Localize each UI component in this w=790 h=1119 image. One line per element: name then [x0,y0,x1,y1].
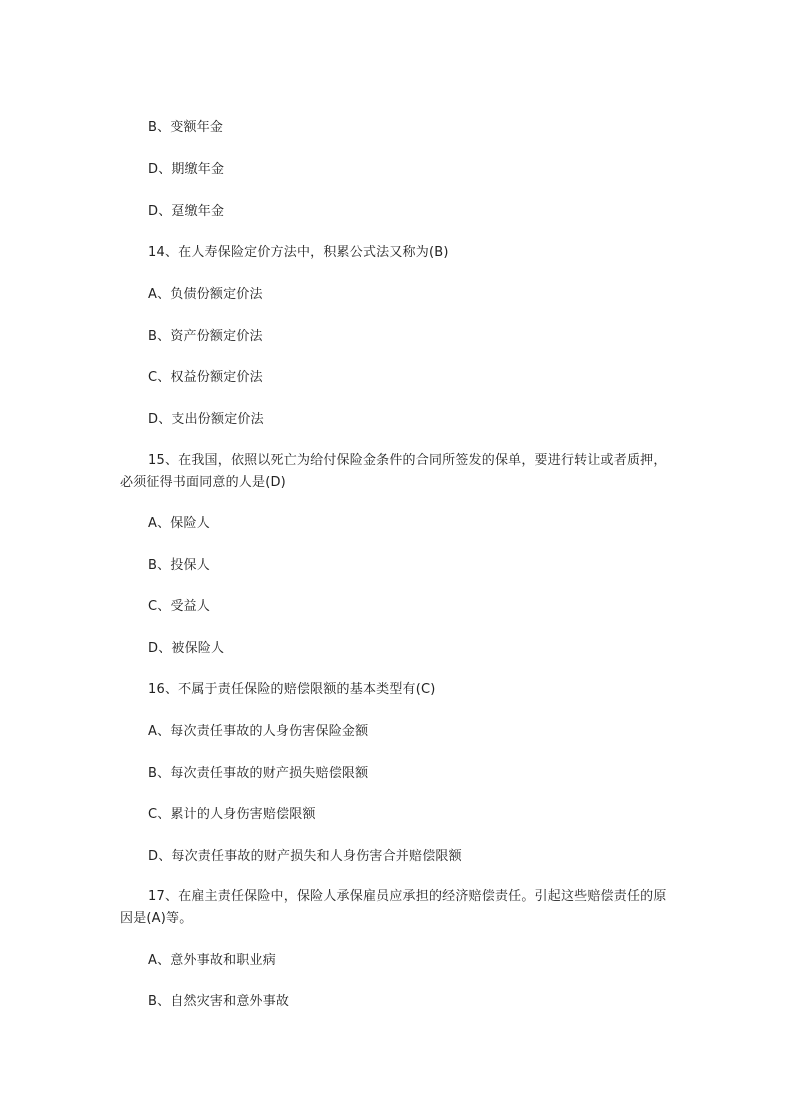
option-d-installment-annuity: D、期缴年金 [148,162,225,177]
q15-option-b: B、投保人 [148,558,210,573]
option-d-single-premium-annuity: D、趸缴年金 [148,204,225,219]
q14-option-c: C、权益份额定价法 [148,370,263,385]
question-16: 16、不属于责任保险的赔偿限额的基本类型有(C) [148,682,436,697]
q15-option-a: A、保险人 [148,516,210,531]
q14-option-b: B、资产份额定价法 [148,329,263,344]
q16-option-b: B、每次责任事故的财产损失赔偿限额 [148,766,369,781]
q15-option-d: D、被保险人 [148,641,225,656]
question-15: 15、在我国，依照以死亡为给付保险金条件的合同所签发的保单，要进行转让或者质押，必须征得书面同意的人是(D) [120,453,667,490]
q14-option-d: D、支出份额定价法 [148,412,264,427]
question-17: 17、在雇主责任保险中，保险人承保雇员应承担的经济赔偿责任。引起这些赔偿责任的原因是(A)等。 [120,889,667,926]
q16-option-a: A、每次责任事故的人身伤害保险金额 [148,724,369,739]
q16-option-d: D、每次责任事故的财产损失和人身伤害合并赔偿限额 [148,849,462,864]
option-b-variable-annuity: B、变额年金 [148,120,224,135]
q17-option-a: A、意外事故和职业病 [148,953,276,968]
q16-option-c: C、累计的人身伤害赔偿限额 [148,807,316,822]
q14-option-a: A、负债份额定价法 [148,287,263,302]
q15-option-c: C、受益人 [148,599,211,614]
q17-option-b: B、自然灾害和意外事故 [148,994,290,1009]
question-14: 14、在人寿保险定价方法中，积累公式法又称为(B) [148,245,449,260]
